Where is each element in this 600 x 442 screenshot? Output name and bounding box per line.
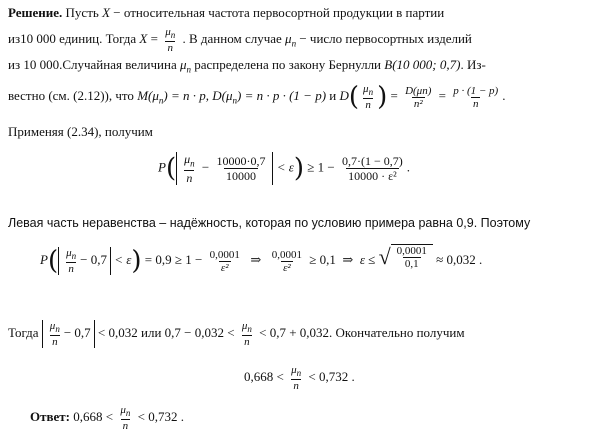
prob: P bbox=[40, 252, 48, 267]
sub: n bbox=[368, 87, 374, 98]
variance-rest: ) = n · p · (1 − p) bbox=[236, 88, 327, 104]
mu: μ bbox=[49, 320, 56, 332]
text: Применяя (2.34), получим bbox=[8, 124, 153, 139]
var-x: X bbox=[139, 31, 148, 47]
den: 0,1 bbox=[404, 258, 419, 270]
mu: μ bbox=[179, 57, 187, 72]
text: 0,7 − 0,032 < bbox=[164, 325, 235, 341]
mu: μ bbox=[120, 404, 126, 416]
text: Левая часть неравенства – надёжность, которая по условию примера равна 0,9. Поэтому bbox=[8, 216, 531, 230]
mu: μ bbox=[241, 320, 248, 332]
expectation-rest: ) = n · p, D(μ bbox=[163, 88, 233, 104]
text: вестно (см. (2.12)), что bbox=[8, 88, 134, 104]
n: n bbox=[122, 420, 129, 433]
num: p · (1 − p) bbox=[453, 84, 499, 97]
minus: − 0,7 bbox=[63, 325, 91, 341]
line-3 bbox=[8, 57, 486, 75]
den: ε² bbox=[220, 261, 229, 274]
line-4: вестно (см. (2.12)), что $M(\mu_n) = n \cdot p$, $D(\mu_n) = n \cdot p \cdot (1 - p)$ и D( $\frac{\mu_n}{n}$ ) = $\frac{D(\mu n)}{\text{n²}}$ = $\frac{p \cdot (1 - p)}{n}$ . bbox=[8, 82, 506, 113]
sub: n bbox=[291, 38, 297, 49]
text: . Окончательно получим bbox=[329, 325, 465, 341]
sub: n bbox=[55, 324, 60, 335]
and: и bbox=[329, 88, 337, 104]
fraction-mu-n bbox=[163, 26, 177, 54]
minus: − 0,7 bbox=[80, 252, 107, 267]
var-x: X bbox=[102, 5, 111, 20]
fraction bbox=[403, 85, 433, 110]
mu: μ bbox=[291, 364, 297, 376]
answer-label: Ответ: bbox=[30, 409, 71, 425]
num: 10000·0,7 bbox=[216, 154, 266, 169]
line-6 bbox=[8, 216, 530, 230]
text: < 0,032 bbox=[97, 325, 138, 341]
num: 0,0001 bbox=[396, 245, 427, 257]
sub: n bbox=[71, 251, 77, 262]
text: из10 000 единиц. Тогда bbox=[8, 31, 137, 47]
text: или bbox=[141, 325, 162, 341]
den: n bbox=[472, 97, 479, 110]
right: < 0,732 . bbox=[308, 369, 355, 385]
text: распределена по закону Бернулли bbox=[194, 57, 382, 72]
text: . В данном случае bbox=[182, 31, 282, 47]
solution-heading: Решение. bbox=[8, 5, 63, 20]
sub: n bbox=[125, 408, 131, 419]
bernoulli-law: B(10 000; 0,7) bbox=[384, 57, 461, 72]
num: 0,7·(1 − 0,7) bbox=[342, 154, 403, 169]
sub: n bbox=[232, 95, 237, 106]
sqrt: √ $\frac{0,0001}{0,1}$ bbox=[379, 244, 433, 270]
arrow: ⇒ bbox=[250, 252, 262, 267]
mu: μ bbox=[165, 26, 171, 38]
left: 0,668 < bbox=[244, 369, 284, 385]
text: Пусть bbox=[65, 5, 99, 20]
equation-1: P( $\frac{\mu_n}{n}$ − $\frac{10000\cdot 0,7}{10000}$ < ε) ≥ 1 − $\frac{0,7\cdot(1 - 0,7)}{\text{10000 · ε²}}$ . bbox=[158, 152, 411, 186]
num: 0,0001 bbox=[209, 248, 240, 261]
text: < 0,7 + 0,032 bbox=[259, 325, 330, 341]
text: − число первосортных изделий bbox=[299, 31, 472, 47]
den: n² bbox=[413, 97, 423, 110]
left: 0,668 < bbox=[73, 409, 114, 425]
final-result bbox=[244, 364, 355, 392]
n: n bbox=[365, 99, 371, 112]
arrow: ⇒ bbox=[342, 252, 354, 267]
lt: < ε bbox=[276, 159, 294, 175]
line-5 bbox=[8, 124, 153, 140]
prob: P bbox=[158, 159, 166, 175]
answer bbox=[30, 404, 184, 432]
sub: n bbox=[158, 95, 164, 106]
sub: n bbox=[186, 64, 192, 75]
eps: ε ≤ bbox=[359, 252, 376, 267]
mid: = 0,9 ≥ 1 − bbox=[144, 252, 203, 267]
lt: < ε bbox=[114, 252, 132, 267]
sub: n bbox=[190, 158, 195, 169]
num: D(μn) bbox=[405, 84, 432, 97]
n: n bbox=[244, 336, 250, 349]
n: n bbox=[293, 380, 299, 393]
n: n bbox=[52, 336, 58, 349]
line-7 bbox=[8, 320, 465, 348]
line-1 bbox=[8, 5, 444, 21]
n: n bbox=[68, 263, 74, 276]
expectation: M(μ bbox=[137, 88, 159, 104]
den: 10000 · ε² bbox=[348, 169, 397, 184]
dash: − bbox=[113, 5, 121, 20]
mu: μ bbox=[285, 31, 292, 47]
ge: ≥ 0,1 bbox=[309, 252, 336, 267]
sub: n bbox=[247, 324, 252, 335]
sub: n bbox=[296, 368, 302, 379]
text: из 10 000.Случайная величина bbox=[8, 57, 177, 72]
n: n bbox=[186, 171, 193, 186]
equation-2: P( $\frac{\mu_n}{n}$ − 0,7 < ε) = 0,9 ≥ 1 − $\frac{0,0001}{\text{ε²}}$ ⇒ $\frac{0,0001}{\text{ε²}}$ ≥ 0,1 ⇒ ε ≤ √ $\frac{0,0001}{0,1}$ ≈ 0,032 . bbox=[40, 244, 483, 277]
result: ≈ 0,032 . bbox=[436, 252, 483, 267]
fraction bbox=[451, 85, 500, 110]
n: n bbox=[167, 42, 173, 55]
mu: μ bbox=[363, 83, 369, 95]
den: 10000 bbox=[225, 169, 256, 184]
sub: n bbox=[170, 30, 176, 41]
num: 0,0001 bbox=[271, 248, 303, 261]
right: < 0,732 . bbox=[137, 409, 184, 425]
line-2: из10 000 единиц. Тогда X = $\frac{\mu_n}{n}$ . В данном случае $\mu_n$ − число первосортных изделий bbox=[8, 26, 472, 55]
ge: ≥ 1 − bbox=[307, 159, 335, 175]
fraction bbox=[361, 83, 375, 111]
text: относительная частота первосортной продукции в партии bbox=[123, 5, 445, 20]
mu: μ bbox=[184, 152, 191, 166]
mu: μ bbox=[66, 246, 72, 259]
text: . Из- bbox=[460, 57, 486, 72]
variance: D bbox=[339, 88, 349, 104]
text: Тогда bbox=[8, 325, 39, 341]
den: ε² bbox=[283, 261, 291, 274]
